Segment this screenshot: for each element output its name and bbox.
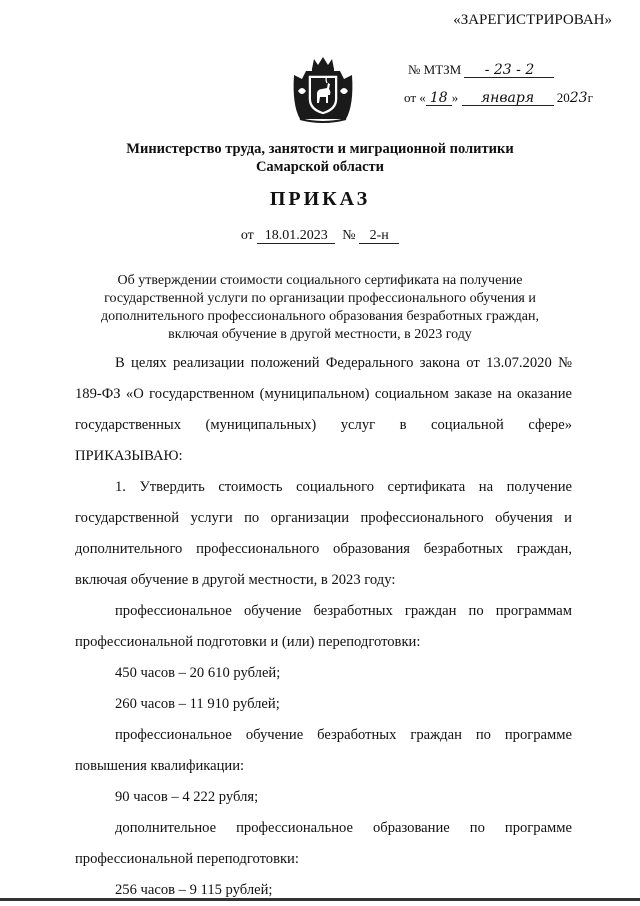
order-date: 18.01.2023 bbox=[257, 229, 335, 244]
document-type-title: ПРИКАЗ bbox=[269, 188, 371, 210]
registration-date-year-suffix: г bbox=[587, 90, 593, 105]
body-paragraph-category-retraining: дополнительное профессиональное образование по программе профессиональной переподготовки: bbox=[75, 820, 572, 867]
body-paragraph-price-256: 256 часов – 9 115 рублей; bbox=[115, 882, 273, 898]
scan-bottom-edge bbox=[0, 898, 640, 901]
registration-number-label: № МТЗМ bbox=[408, 62, 462, 77]
coat-of-arms-icon bbox=[290, 55, 356, 125]
registration-date-close: » bbox=[451, 90, 459, 105]
ministry-name-line-2: Самарской области bbox=[255, 159, 385, 175]
order-date-prefix: от bbox=[240, 228, 254, 243]
registration-date bbox=[404, 90, 593, 106]
body-paragraph-price-260: 260 часов – 11 910 рублей; bbox=[115, 696, 280, 712]
registration-date-year-prefix: 20 bbox=[556, 90, 570, 105]
registration-date-prefix: от « bbox=[404, 90, 426, 105]
ministry-name bbox=[60, 140, 580, 176]
body-paragraph-price-90: 90 часов – 4 222 рубля; bbox=[115, 789, 259, 805]
body-paragraph-price-450: 450 часов – 20 610 рублей; bbox=[115, 665, 281, 681]
order-body bbox=[75, 348, 572, 906]
registration-stamp: «ЗАРЕГИСТРИРОВАН» bbox=[453, 12, 612, 28]
registration-number-value: - 23 - 2 bbox=[464, 63, 554, 78]
body-paragraph-category-training: профессиональное обучение безработных граждан по программам профессиональной подготовки и (или) переподготовки: bbox=[75, 603, 572, 650]
body-paragraph-item-1: 1. Утвердить стоимость социального сертификата на получение государственной услуги по организации профессионального обучения и дополнительного профессионального образования безработных граждан, включая обучение в другой местности, в 2023 году: bbox=[75, 479, 572, 588]
body-paragraph-preamble: В целях реализации положений Федерального закона от 13.07.2020 № 189-ФЗ «О государственном (муниципальном) социальном заказе на оказание государственных (муниципальных) услуг в социальной сфере» ПРИКАЗЫВАЮ: bbox=[75, 355, 572, 464]
order-date-number bbox=[0, 228, 640, 244]
order-subject: Об утверждении стоимости социального сертификата на получение государственной услуги по организации профессионального обучения и дополнительного профессионального образования безработных граждан, включая обучение в другой местности, в 2023 году bbox=[101, 273, 539, 342]
body-paragraph-category-qualification: профессиональное обучение безработных граждан по программе повышения квалификации: bbox=[75, 727, 572, 774]
order-number-prefix: № bbox=[342, 228, 356, 243]
registration-number bbox=[408, 62, 554, 78]
registration-date-month: января bbox=[462, 91, 554, 106]
order-number: 2-н bbox=[359, 229, 399, 244]
registration-date-year: 23 bbox=[569, 90, 588, 106]
ministry-name-line-1: Министерство труда, занятости и миграционной политики bbox=[126, 141, 514, 157]
registration-date-day: 18 bbox=[426, 91, 452, 106]
